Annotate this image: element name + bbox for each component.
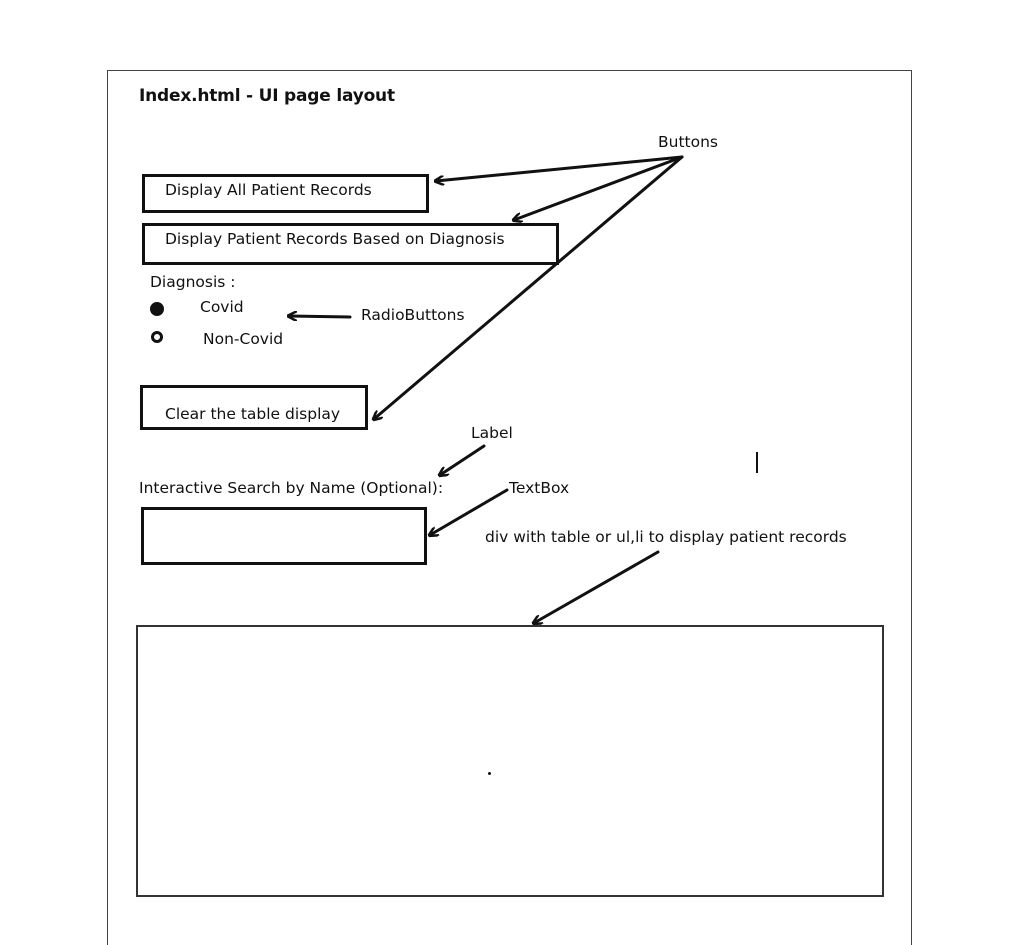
patient-records-div [136, 625, 884, 897]
diagnosis-label: Diagnosis : [150, 273, 236, 291]
text-cursor [756, 452, 758, 473]
display-all-button[interactable] [142, 174, 429, 213]
annotation-textbox: TextBox [509, 479, 570, 497]
clear-table-button[interactable] [140, 385, 368, 430]
annotation-radiobuttons: RadioButtons [361, 306, 465, 324]
annotation-label: Label [471, 424, 513, 442]
radio-non-covid[interactable] [151, 331, 163, 343]
annotation-div-note: div with table or ul,li to display patient records [485, 528, 847, 546]
display-all-button-label: Display All Patient Records [165, 181, 372, 199]
radio-non-covid-label: Non-Covid [203, 330, 284, 348]
search-textbox[interactable] [141, 507, 427, 565]
search-label: Interactive Search by Name (Optional): [139, 479, 444, 497]
radio-covid-label: Covid [200, 298, 244, 316]
radio-covid[interactable] [150, 302, 164, 316]
display-by-diagnosis-button-label: Display Patient Records Based on Diagnosis [165, 230, 505, 248]
annotation-buttons: Buttons [658, 133, 718, 151]
clear-table-button-label: Clear the table display [165, 405, 341, 423]
center-dot [488, 772, 491, 775]
display-by-diagnosis-button[interactable] [142, 223, 559, 265]
diagram-title: Index.html - UI page layout [139, 86, 395, 106]
